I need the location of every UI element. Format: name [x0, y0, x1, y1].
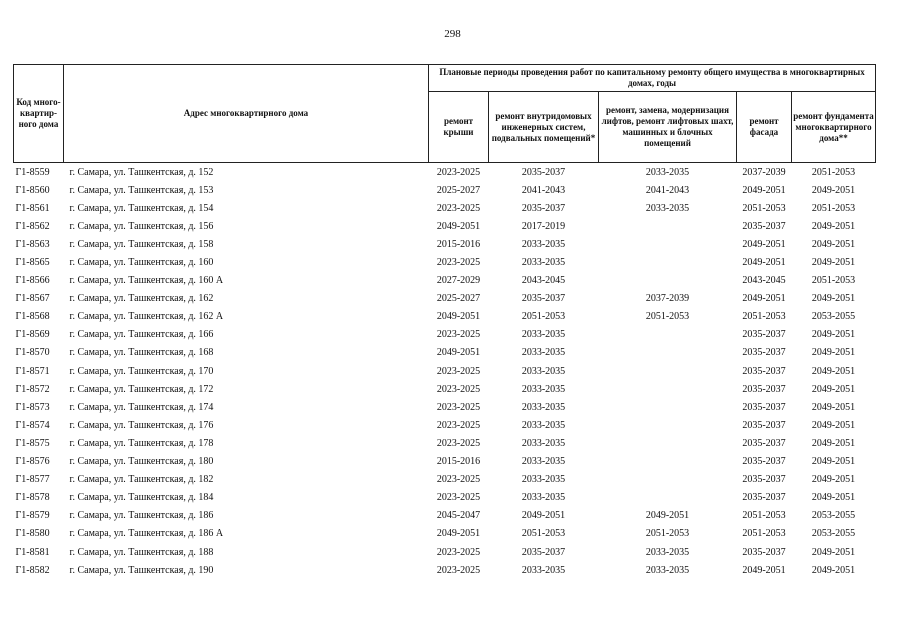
cell-facade: 2051-2053	[742, 510, 786, 522]
cell-foundation: 2053-2055	[811, 528, 856, 540]
cell-code: Г1-8560	[15, 184, 50, 196]
table-row	[14, 543, 876, 561]
cell-lifts	[599, 235, 737, 253]
cell-facade: 2051-2053	[742, 311, 786, 323]
cell-facade: 2035-2037	[742, 383, 786, 395]
cell-lifts: 2051-2053	[645, 528, 690, 540]
cell-facade: 2035-2037	[742, 474, 786, 486]
cell-facade: 2049-2051	[742, 238, 786, 250]
cell-address: г. Самара, ул. Ташкентская, д. 182	[69, 474, 214, 486]
cell-systems: 2033-2035	[521, 238, 566, 250]
cell-code: Г1-8566	[15, 275, 50, 287]
cell-code: Г1-8568	[15, 311, 50, 323]
cell-address: г. Самара, ул. Ташкентская, д. 190	[69, 564, 214, 576]
cell-address: г. Самара, ул. Ташкентская, д. 166	[69, 329, 214, 341]
cell-roof: 2049-2051	[436, 220, 481, 232]
cell-lifts	[599, 416, 737, 434]
cell-systems: 2051-2053	[521, 311, 566, 323]
table-row	[14, 199, 876, 217]
cell-roof: 2023-2025	[436, 257, 481, 269]
cell-facade: 2037-2039	[737, 163, 792, 182]
cell-lifts	[599, 489, 737, 507]
cell-address: г. Самара, ул. Ташкентская, д. 176	[69, 419, 214, 431]
cell-systems: 2049-2051	[521, 510, 566, 522]
cell-code: Г1-8565	[15, 257, 50, 269]
cell-foundation: 2053-2055	[811, 510, 856, 522]
page-number: 298	[444, 28, 461, 40]
cell-address: г. Самара, ул. Ташкентская, д. 180	[69, 456, 214, 468]
cell-facade: 2035-2037	[742, 456, 786, 468]
cell-lifts	[599, 217, 737, 235]
cell-lifts	[599, 326, 737, 344]
cell-foundation: 2049-2051	[811, 238, 856, 250]
cell-address: г. Самара, ул. Ташкентская, д. 152	[64, 163, 429, 182]
cell-lifts	[599, 272, 737, 290]
cell-code: Г1-8577	[15, 474, 50, 486]
table-row	[14, 507, 876, 525]
cell-systems: 2035-2037	[521, 202, 566, 214]
cell-lifts: 2033-2035	[645, 546, 690, 558]
cell-systems: 2033-2035	[521, 419, 566, 431]
cell-roof: 2023-2025	[436, 329, 481, 341]
cell-address: г. Самара, ул. Ташкентская, д. 160	[69, 257, 214, 269]
table-row	[14, 416, 876, 434]
cell-lifts	[599, 344, 737, 362]
cell-roof: 2023-2025	[436, 546, 481, 558]
cell-roof: 2027-2029	[436, 275, 481, 287]
cell-address: г. Самара, ул. Ташкентская, д. 168	[69, 347, 214, 359]
cell-address: г. Самара, ул. Ташкентская, д. 188	[69, 546, 214, 558]
cell-roof: 2023-2025	[436, 437, 481, 449]
cell-roof: 2023-2025	[436, 564, 481, 576]
cell-facade: 2035-2037	[742, 401, 786, 413]
table-row	[14, 453, 876, 471]
cell-foundation: 2049-2051	[811, 492, 856, 504]
table-row	[14, 362, 876, 380]
cell-systems: 2033-2035	[521, 492, 566, 504]
table-body	[14, 163, 876, 580]
cell-roof: 2049-2051	[436, 528, 481, 540]
cell-roof: 2049-2051	[436, 311, 481, 323]
cell-foundation: 2049-2051	[811, 437, 856, 449]
cell-foundation: 2049-2051	[811, 184, 856, 196]
cell-roof: 2045-2047	[436, 510, 481, 522]
table-row	[14, 434, 876, 452]
cell-address: г. Самара, ул. Ташкентская, д. 172	[69, 383, 214, 395]
cell-facade: 2049-2051	[742, 257, 786, 269]
cell-facade: 2049-2051	[742, 293, 786, 305]
cell-code: Г1-8580	[15, 528, 50, 540]
cell-lifts	[599, 471, 737, 489]
cell-systems: 2033-2035	[521, 257, 566, 269]
cell-address: г. Самара, ул. Ташкентская, д. 174	[69, 401, 214, 413]
cell-systems: 2051-2053	[521, 528, 566, 540]
cell-lifts	[599, 398, 737, 416]
cell-systems: 2033-2035	[521, 456, 566, 468]
table-row	[14, 217, 876, 235]
cell-roof: 2023-2025	[436, 492, 481, 504]
header-facade: ремонт фасада	[737, 92, 792, 163]
cell-code: Г1-8563	[15, 238, 50, 250]
cell-foundation: 2049-2051	[811, 293, 856, 305]
cell-roof: 2023-2025	[436, 202, 481, 214]
header-periods: Плановые периоды проведения работ по капитальному ремонту общего имущества в многоквартирных домах, годы	[429, 65, 876, 92]
cell-foundation: 2049-2051	[811, 546, 856, 558]
cell-systems: 2017-2019	[521, 220, 566, 232]
cell-facade: 2035-2037	[742, 329, 786, 341]
cell-roof: 2023-2025	[436, 365, 481, 377]
cell-address: г. Самара, ул. Ташкентская, д. 153	[69, 184, 214, 196]
cell-systems: 2033-2035	[521, 365, 566, 377]
cell-lifts: 2033-2035	[599, 163, 737, 182]
table-row	[14, 163, 876, 182]
table-row	[14, 561, 876, 579]
cell-roof: 2025-2027	[436, 184, 481, 196]
cell-foundation: 2049-2051	[811, 456, 856, 468]
cell-code: Г1-8576	[15, 456, 50, 468]
header-systems: ремонт внутридомовых инженерных систем, подвальных помещений*	[489, 92, 599, 163]
table-row	[14, 253, 876, 271]
header-code: Код много-квартир-ного дома	[14, 65, 64, 163]
capital-repair-table	[13, 64, 876, 579]
cell-facade: 2049-2051	[742, 564, 786, 576]
cell-systems: 2033-2035	[521, 329, 566, 341]
cell-systems: 2033-2035	[521, 474, 566, 486]
cell-facade: 2051-2053	[742, 528, 786, 540]
cell-systems: 2035-2037	[521, 546, 566, 558]
cell-systems: 2035-2037	[489, 163, 599, 182]
table-row	[14, 398, 876, 416]
table-row	[14, 471, 876, 489]
cell-roof: 2015-2016	[436, 238, 481, 250]
cell-lifts	[599, 380, 737, 398]
cell-facade: 2035-2037	[742, 220, 786, 232]
cell-facade: 2035-2037	[742, 492, 786, 504]
cell-roof: 2023-2025	[436, 401, 481, 413]
header-foundation: ремонт фундамента многоквартирного дома**	[792, 92, 876, 163]
table-row	[14, 525, 876, 543]
cell-facade: 2035-2037	[742, 365, 786, 377]
cell-address: г. Самара, ул. Ташкентская, д. 160 А	[69, 275, 224, 287]
table-row	[14, 308, 876, 326]
cell-facade: 2035-2037	[742, 546, 786, 558]
cell-code: Г1-8567	[15, 293, 50, 305]
cell-systems: 2033-2035	[521, 347, 566, 359]
cell-facade: 2035-2037	[742, 437, 786, 449]
cell-foundation: 2049-2051	[811, 220, 856, 232]
cell-code: Г1-8572	[15, 383, 50, 395]
cell-lifts	[599, 434, 737, 452]
cell-foundation: 2049-2051	[811, 564, 856, 576]
cell-roof: 2023-2025	[436, 419, 481, 431]
cell-systems: 2035-2037	[521, 293, 566, 305]
cell-code: Г1-8561	[15, 202, 50, 214]
cell-address: г. Самара, ул. Ташкентская, д. 156	[69, 220, 214, 232]
cell-address: г. Самара, ул. Ташкентская, д. 186	[69, 510, 214, 522]
cell-lifts	[599, 453, 737, 471]
cell-systems: 2033-2035	[521, 437, 566, 449]
table-row	[14, 181, 876, 199]
cell-code: Г1-8559	[14, 163, 64, 182]
cell-roof: 2049-2051	[436, 347, 481, 359]
cell-address: г. Самара, ул. Ташкентская, д. 178	[69, 437, 214, 449]
cell-address: г. Самара, ул. Ташкентская, д. 184	[69, 492, 214, 504]
cell-address: г. Самара, ул. Ташкентская, д. 170	[69, 365, 214, 377]
cell-lifts: 2033-2035	[645, 564, 690, 576]
cell-facade: 2035-2037	[742, 419, 786, 431]
cell-foundation: 2049-2051	[811, 419, 856, 431]
cell-lifts: 2037-2039	[645, 293, 690, 305]
cell-foundation: 2049-2051	[811, 365, 856, 377]
cell-roof: 2023-2025	[436, 474, 481, 486]
header-lifts: ремонт, замена, модернизация лифтов, ремонт лифтовых шахт, машинных и блочных помещений	[599, 92, 737, 163]
cell-code: Г1-8582	[15, 564, 50, 576]
cell-foundation: 2051-2053	[792, 163, 876, 182]
cell-code: Г1-8573	[15, 401, 50, 413]
cell-code: Г1-8562	[15, 220, 50, 232]
table-row	[14, 272, 876, 290]
cell-facade: 2049-2051	[742, 184, 786, 196]
cell-foundation: 2049-2051	[811, 401, 856, 413]
table-row	[14, 344, 876, 362]
cell-foundation: 2051-2053	[811, 275, 856, 287]
cell-lifts: 2033-2035	[645, 202, 690, 214]
cell-foundation: 2053-2055	[811, 311, 856, 323]
cell-roof: 2025-2027	[436, 293, 481, 305]
cell-address: г. Самара, ул. Ташкентская, д. 154	[69, 202, 214, 214]
cell-lifts	[599, 253, 737, 271]
cell-lifts: 2041-2043	[645, 184, 690, 196]
cell-address: г. Самара, ул. Ташкентская, д. 158	[69, 238, 214, 250]
cell-lifts: 2051-2053	[645, 311, 690, 323]
cell-code: Г1-8579	[15, 510, 50, 522]
cell-lifts	[599, 362, 737, 380]
cell-facade: 2051-2053	[742, 202, 786, 214]
cell-systems: 2041-2043	[521, 184, 566, 196]
table-row	[14, 489, 876, 507]
table-row	[14, 326, 876, 344]
cell-systems: 2043-2045	[521, 275, 566, 287]
cell-code: Г1-8574	[15, 419, 50, 431]
header-roof: ремонт крыши	[429, 92, 489, 163]
cell-systems: 2033-2035	[521, 383, 566, 395]
cell-code: Г1-8570	[15, 347, 50, 359]
cell-foundation: 2049-2051	[811, 383, 856, 395]
cell-foundation: 2049-2051	[811, 474, 856, 486]
cell-address: г. Самара, ул. Ташкентская, д. 186 А	[69, 528, 224, 540]
header-address: Адрес многоквартирного дома	[64, 65, 429, 163]
cell-foundation: 2049-2051	[811, 257, 856, 269]
cell-roof: 2023-2025	[436, 383, 481, 395]
cell-code: Г1-8578	[15, 492, 50, 504]
cell-roof: 2015-2016	[436, 456, 481, 468]
cell-foundation: 2051-2053	[811, 202, 856, 214]
cell-systems: 2033-2035	[521, 564, 566, 576]
cell-foundation: 2049-2051	[811, 329, 856, 341]
cell-foundation: 2049-2051	[811, 347, 856, 359]
cell-systems: 2033-2035	[521, 401, 566, 413]
table-row	[14, 290, 876, 308]
cell-address: г. Самара, ул. Ташкентская, д. 162	[69, 293, 214, 305]
cell-code: Г1-8571	[15, 365, 50, 377]
cell-code: Г1-8569	[15, 329, 50, 341]
table-row	[14, 235, 876, 253]
cell-facade: 2043-2045	[742, 275, 786, 287]
cell-lifts: 2049-2051	[645, 510, 690, 522]
table-row	[14, 380, 876, 398]
cell-code: Г1-8575	[15, 437, 50, 449]
cell-facade: 2035-2037	[742, 347, 786, 359]
cell-code: Г1-8581	[15, 546, 50, 558]
cell-address: г. Самара, ул. Ташкентская, д. 162 А	[69, 311, 224, 323]
cell-roof: 2023-2025	[429, 163, 489, 182]
